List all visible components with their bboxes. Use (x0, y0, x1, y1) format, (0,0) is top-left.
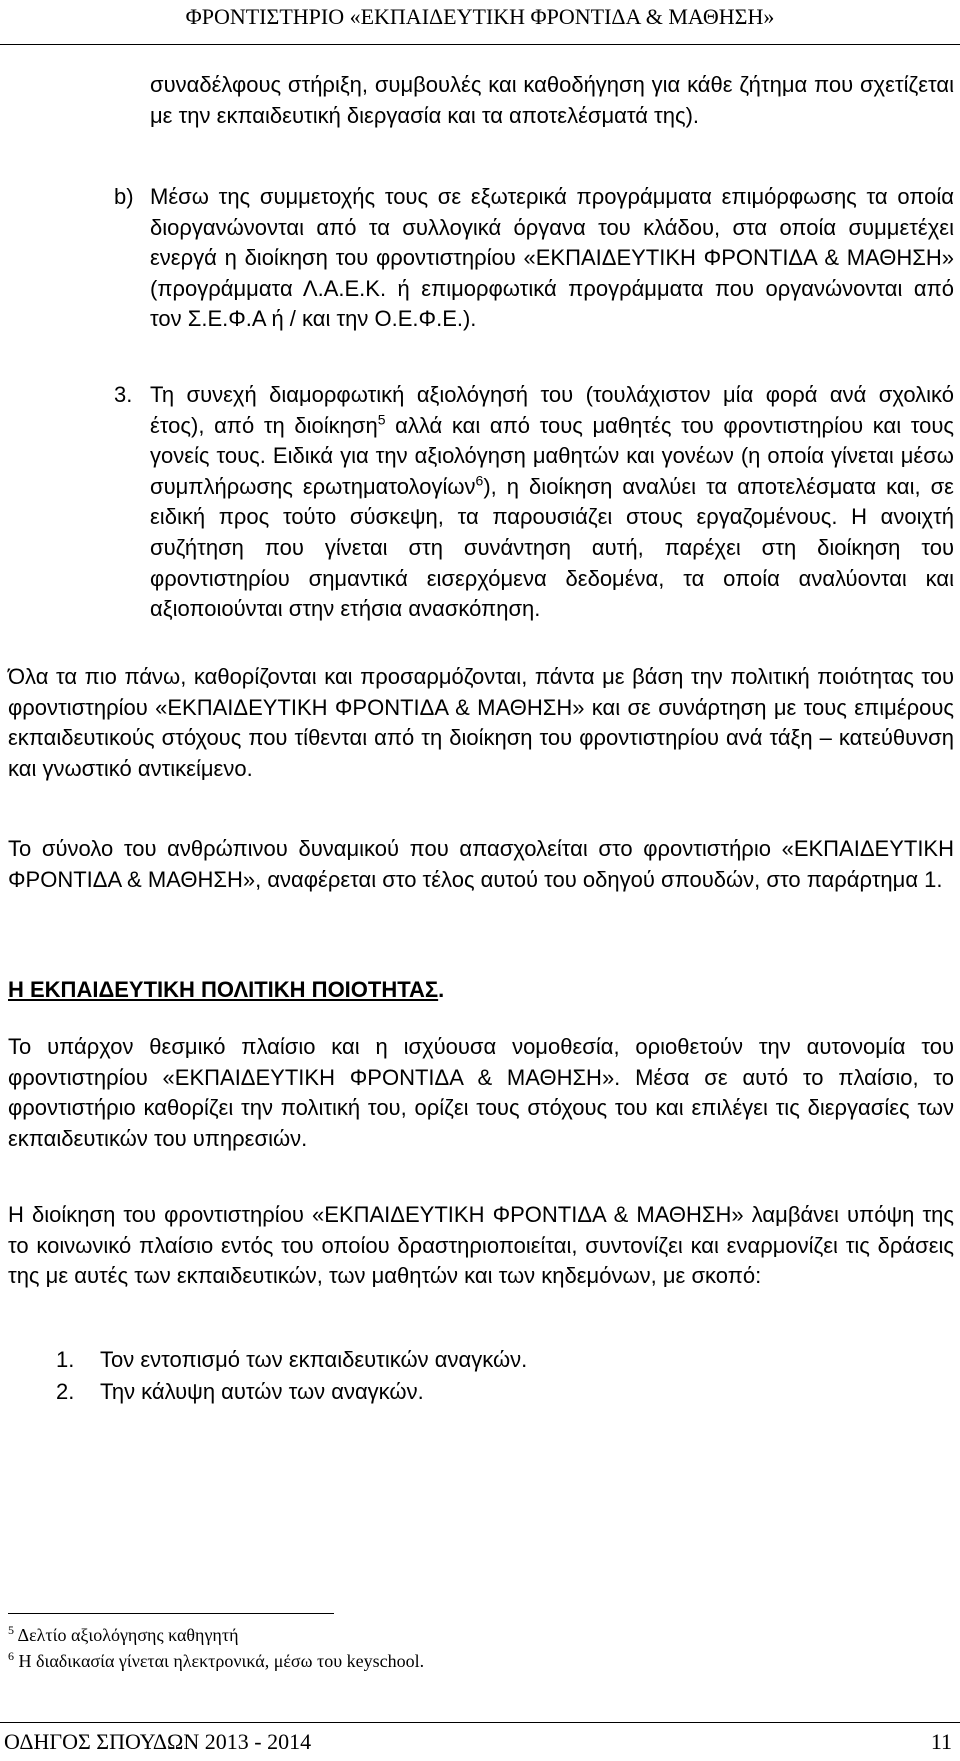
paragraph-dioikisi: Η διοίκηση του φροντιστηρίου «ΕΚΠΑΙΔΕΥΤΙΚΗ ΦΡΟΝΤΙΔΑ & ΜΑΘΗΣΗ» λαμβάνει υπόψη της το κοινωνικό πλαίσιο εντός του οποίου δραστηριοποιείται, συντονίζει και εναρμονίζει τις δράσεις της με αυτές των εκπαιδευτικών, των μαθητών και των κηδεμόνων, με σκοπό: (8, 1202, 954, 1289)
item3-text-part3: ), η διοίκηση αναλύει τα αποτελέσματα και, σε ειδική προς τούτο σύσκεψη, τα παρουσιάζει στους εργαζομένους. Η ανοιχτή συζήτηση που γίνεται στη συνάντηση αυτή, παρέχει στη διοίκηση του φροντιστηρίου σημαντικά εισερχόμενα δεδομένα, τα οποία αναλύονται και αξιοποιούνται στην ετήσια ανασκόπηση. (150, 473, 954, 622)
list-label-3: 3. (114, 382, 133, 407)
footnote-text: Δελτίο αξιολόγησης καθηγητή (17, 1625, 239, 1645)
footer-divider (0, 1722, 960, 1723)
page-number: 11 (930, 1729, 952, 1754)
paragraph-item-3 (150, 380, 954, 625)
list-item: Την κάλυψη αυτών των αναγκών. (100, 1379, 424, 1404)
list-item: Τον εντοπισμό των εκπαιδευτικών αναγκών. (100, 1347, 528, 1372)
header-title: ΦΡΟΝΤΙΣΤΗΡΙΟ «ΕΚΠΑΙΔΕΥΤΙΚΗ ΦΡΟΝΤΙΔΑ & ΜΑΘΗΣΗ» (185, 4, 775, 29)
paragraph-synolo: Το σύνολο του ανθρώπινου δυναμικού που απασχολείται στο φροντιστήριο «ΕΚΠΑΙΔΕΥΤΙΚΗ ΦΡΟΝΤΙΔΑ & ΜΑΘΗΣΗ», αναφέρεται στο τέλος αυτού του οδηγού σπουδών, στο παράρτημα 1. (8, 836, 954, 892)
footnote-mark: 5 (8, 1623, 14, 1637)
footnote-mark: 6 (8, 1649, 14, 1663)
list-item-number: 1. (56, 1347, 75, 1372)
section-heading-dot: . (438, 977, 445, 1002)
list-label-b: b) (114, 184, 134, 209)
footnote-6 (8, 1650, 424, 1672)
footnote-ref-5: 5 (377, 411, 386, 428)
paragraph-plaisio: Το υπάρχον θεσμικό πλαίσιο και η ισχύουσα νομοθεσία, οριοθετούν την αυτονομία του φροντιστηρίου «ΕΚΠΑΙΔΕΥΤΙΚΗ ΦΡΟΝΤΙΔΑ & ΜΑΘΗΣΗ». Μέσα σε αυτό το πλαίσιο, το φροντιστήριο καθορίζει την πολιτική του, ορίζει τους στόχους του και επιλέγει τις διεργασίες των εκπαιδευτικών του υπηρεσιών. (8, 1034, 954, 1151)
footer-title: ΟΔΗΓΟΣ ΣΠΟΥΔΩΝ 2013 - 2014 (4, 1729, 312, 1754)
paragraph-item-b: Μέσω της συμμετοχής τους σε εξωτερικά προγράμματα επιμόρφωσης τα οποία διοργανώνονται από τα συλλογικά όργανα του κλάδου, στα οποία συμμετέχει ενεργά η διοίκηση του φροντιστηρίου «ΕΚΠΑΙΔΕΥΤΙΚΗ ΦΡΟΝΤΙΔΑ & ΜΑΘΗΣΗ» (προγράμματα Λ.Α.Ε.Κ. ή επιμορφωτικά προγράμματα που οργανώνονται από τον Σ.Ε.Φ.Α ή / και την Ο.Ε.Φ.Ε.). (150, 184, 954, 332)
item3-text-part2: αλλά και από τους μαθητές του φροντιστηρίου και τους γονείς τους. Ειδικά για την αξιολόγηση μαθητών και γονέων (η οποία γίνεται μέσω συμπλήρωσης ερωτηματολογίων (150, 412, 954, 499)
footnote-ref-6: 6 (475, 472, 484, 489)
footnote-5 (8, 1624, 238, 1646)
footnote-divider (8, 1613, 334, 1614)
section-heading-text: Η ΕΚΠΑΙΔΕΥΤΙΚΗ ΠΟΛΙΤΙΚΗ ΠΟΙΟΤΗΤΑΣ (8, 977, 439, 1002)
list-item-number: 2. (56, 1379, 75, 1404)
item3-text-part1: Τη συνεχή διαμορφωτική αξιολόγησή του (τουλάχιστον μία φορά ανά σχολικό έτος), από τη διοίκηση (150, 382, 954, 438)
paragraph-continuation: συναδέλφους στήριξη, συμβουλές και καθοδήγηση για κάθε ζήτημα που σχετίζεται με την εκπαιδευτική διεργασία και τα αποτελέσματά της). (150, 72, 954, 128)
page-header (0, 0, 960, 60)
header-divider (0, 44, 960, 45)
section-heading (8, 975, 444, 1005)
footnote-text: Η διαδικασία γίνεται ηλεκτρονικά, μέσω του keyschool. (18, 1651, 425, 1671)
paragraph-ola: Όλα τα πιο πάνω, καθορίζονται και προσαρμόζονται, πάντα με βάση την πολιτική ποιότητας του φροντιστηρίου «ΕΚΠΑΙΔΕΥΤΙΚΗ ΦΡΟΝΤΙΔΑ & ΜΑΘΗΣΗ» και σε συνάρτηση με τους επιμέρους εκπαιδευτικούς στόχους που τίθενται από τη διοίκηση του φροντιστηρίου ανά τάξη – κατεύθυνση και γνωστικό αντικείμενο. (8, 664, 954, 781)
